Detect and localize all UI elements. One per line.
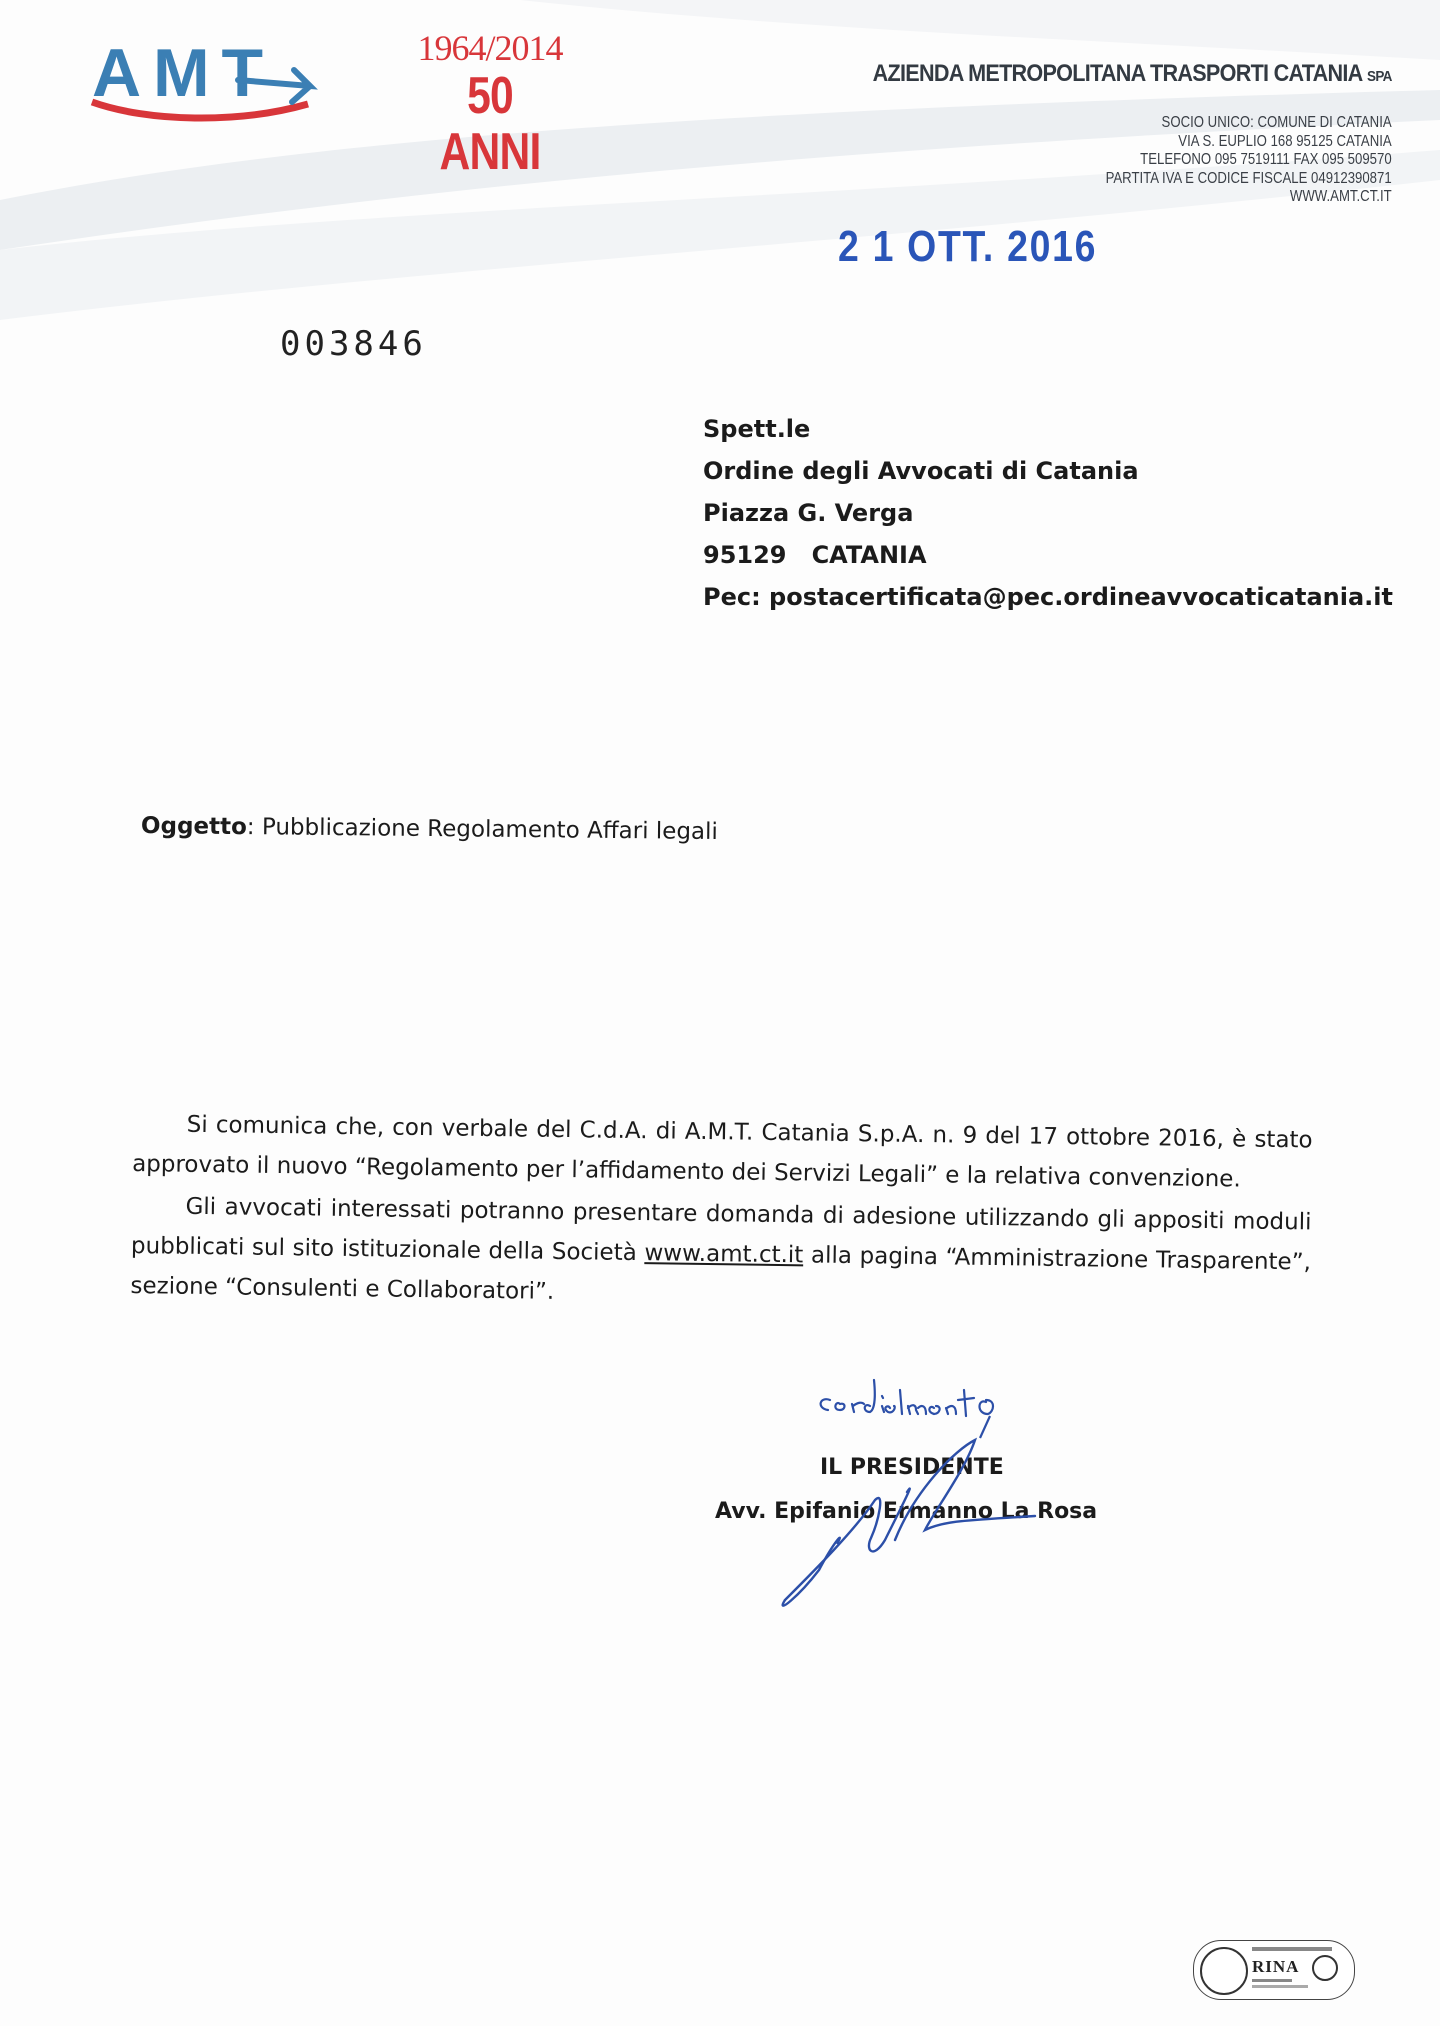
signatory-name: Avv. Epifanio Ermanno La Rosa xyxy=(715,1499,1098,1524)
anniversary-label: 50 ANNI xyxy=(439,67,541,181)
info-line-address: VIA S. EUPLIO 168 95125 CATANIA xyxy=(1178,132,1392,150)
recipient-street: Piazza G. Verga xyxy=(703,499,914,527)
subject-text: : Pubblicazione Regolamento Affari legali xyxy=(246,814,719,846)
body-paragraph-2-text: Gli avvocati interessati potranno presentare domanda di adesione utilizzando gli appositi moduli pubblicati sul sito istituzionale della Società xyxy=(130,1193,1312,1267)
rina-seal-icon xyxy=(1200,1947,1248,1995)
letter-body xyxy=(130,1104,1313,1322)
date-stamp: 2 1 OTT. 2016 xyxy=(838,222,1098,271)
info-line-owner: SOCIO UNICO: COMUNE DI CATANIA xyxy=(1161,114,1392,131)
recipient-name: Ordine degli Avvocati di Catania xyxy=(703,457,1139,485)
info-line-vat: PARTITA IVA E CODICE FISCALE 04912390871 xyxy=(1105,169,1392,187)
svg-text:AMT: AMT xyxy=(92,35,260,111)
recipient-city: 95129 CATANIA xyxy=(703,541,927,569)
company-header xyxy=(815,60,1392,207)
anniversary-years: 1964/2014 xyxy=(417,28,563,68)
recipient-block xyxy=(703,408,1393,618)
info-line-phone: TELEFONO 095 7519111 FAX 095 509570 xyxy=(1140,151,1392,168)
body-paragraph-2 xyxy=(130,1186,1312,1322)
amt-logo xyxy=(88,30,328,130)
rina-certification-badge xyxy=(1193,1940,1355,2000)
rina-brand: RINA xyxy=(1252,1957,1300,1976)
subject-label: Oggetto xyxy=(140,813,248,841)
badge-fine-print-top xyxy=(1252,1947,1332,1951)
certification-mark-icon xyxy=(1312,1955,1338,1981)
anniversary-mark xyxy=(405,28,575,180)
protocol-number: 003846 xyxy=(280,324,427,364)
badge-fine-print-iso xyxy=(1252,1979,1292,1982)
body-paragraph-2-tail: alla pagina “Amministrazione Trasparente”, sezione “Consulenti e Collaboratori”. xyxy=(130,1242,1312,1305)
recipient-pec: Pec: postacertificata@pec.ordineavvocaticatania.it xyxy=(703,583,1393,611)
recipient-salutation: Spett.le xyxy=(703,415,811,443)
company-info xyxy=(902,114,1392,207)
info-line-website: WWW.AMT.CT.IT xyxy=(1290,188,1392,205)
company-name xyxy=(873,60,1392,88)
company-name-text: AZIENDA METROPOLITANA TRASPORTI CATANIA xyxy=(873,60,1363,87)
signatory-title: IL PRESIDENTE xyxy=(820,1455,1004,1480)
company-suffix: SPA xyxy=(1367,68,1392,85)
website-link[interactable]: www.amt.ct.it xyxy=(644,1240,804,1269)
badge-fine-print-bottom xyxy=(1252,1985,1308,1988)
body-paragraph-1: Si comunica che, con verbale del C.d.A. di A.M.T. Catania S.p.A. n. 9 del 17 ottobre 2016, è stato approvato il nuovo “Regolamento per l’affidamento dei Servizi Legali” e la relativa convenzione. xyxy=(131,1111,1313,1193)
subject-line xyxy=(141,813,718,845)
signature xyxy=(775,1420,1075,1620)
